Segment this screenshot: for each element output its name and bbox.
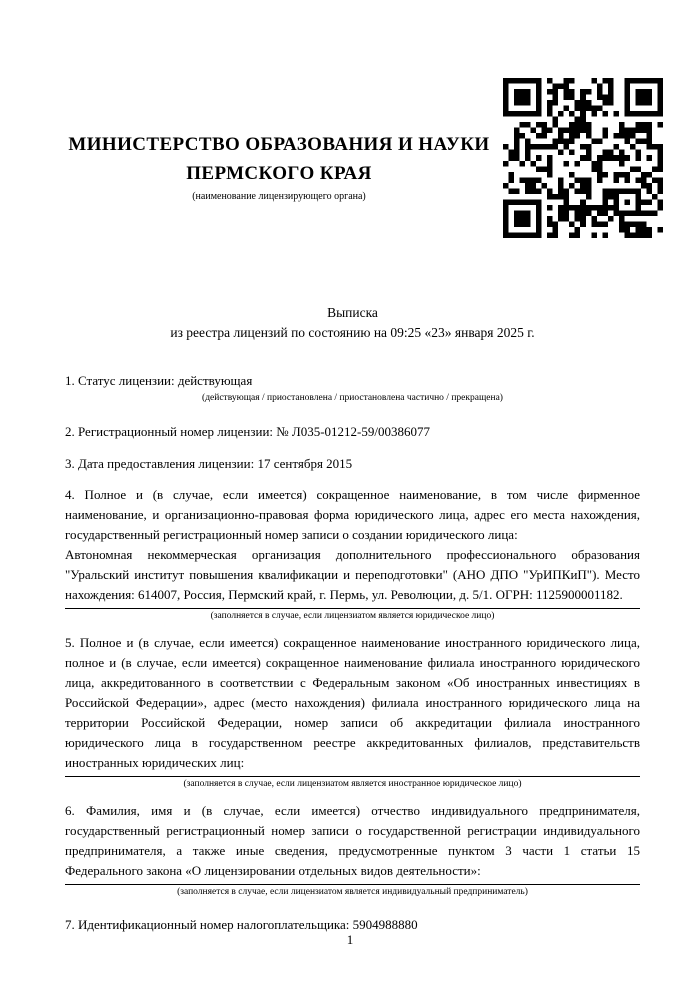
field-foreign-entity	[65, 633, 640, 791]
foreign-entity-note: (заполняется в случае, если лицензиатом является иностранное юридическое лицо)	[183, 779, 522, 789]
page-number: 1	[346, 932, 354, 947]
document-title-line2: из реестра лицензий по состоянию на 09:25 «23» января 2025 г.	[170, 325, 535, 340]
individual-entrepreneur-question: 6. Фамилия, имя и (в случае, если имеется) отчество индивидуального предпринимателя, государственный регистрационный номер записи о государственной регистрации индивидуального предпринимателя, а также иные сведения, предусмотренные пунктом 3 части 1 статьи 15 Федерального закона «О лицензировании отдельных видов деятельности»:	[65, 803, 640, 878]
legal-entity-answer: Автономная некоммерческая организация дополнительного профессионального образования "Уральский институт повышения квалификации и переподготовки" (АНО ДПО "УрИПКиП"). Место нахождения: 614007, Россия, Пермский край, г. Пермь, ул. Революции, д. 5/1. ОГРН: 1125900001182.	[65, 547, 640, 602]
field-grant-date	[65, 454, 640, 474]
legal-entity-note: (заполняется в случае, если лицензиатом является юридическое лицо)	[210, 611, 495, 621]
grant-date-text: 3. Дата предоставления лицензии: 17 сентября 2015	[65, 456, 353, 471]
ministry-name-line2: ПЕРМСКОГО КРАЯ	[186, 163, 372, 184]
document-title	[65, 303, 640, 343]
document-header	[65, 78, 663, 240]
document-title-line1: Выписка	[327, 305, 378, 320]
field-license-status	[65, 371, 640, 405]
individual-entrepreneur-note: (заполняется в случае, если лицензиатом является индивидуальный предприниматель)	[177, 887, 528, 897]
taxpayer-id-text: 7. Идентификационный номер налогоплательщика: 5904988880	[65, 917, 418, 932]
qr-code	[503, 78, 663, 238]
legal-entity-question: 4. Полное и (в случае, если имеется) сокращенное наименование, в том числе фирменное наименование, и организационно-правовая форма юридического лица, адрес его места нахождения, государственный регистрационный номер записи о создании юридического лица:	[65, 487, 640, 542]
field-individual-entrepreneur	[65, 801, 640, 899]
license-status-text: 1. Статус лицензии: действующая	[65, 373, 253, 388]
field-registration-number	[65, 422, 640, 442]
field-legal-entity	[65, 485, 640, 623]
ministry-name-line1: МИНИСТЕРСТВО ОБРАЗОВАНИЯ И НАУКИ	[68, 134, 490, 155]
foreign-entity-question: 5. Полное и (в случае, если имеется) сокращенное наименование иностранного юридического лица, полное и (в случае, если имеется) сокращенное наименование филиала иностранного юридического лица, аккредитованного в соответствии с Федеральным законом «Об иностранных инвестициях в Российской Федерации», адрес (место нахождения) филиала иностранного юридического лица на территории Российской Федерации, номер записи об аккредитации филиала иностранного юридического лица в государственном реестре аккредитованных филиалов, представительств иностранных юридических лиц:	[65, 635, 640, 770]
licensing-authority-block	[65, 130, 493, 240]
license-status-note: (действующая / приостановлена / приостановлена частично / прекращена)	[202, 393, 503, 403]
licensing-authority-note: (наименование лицензирующего органа)	[192, 191, 366, 202]
registration-number-text: 2. Регистрационный номер лицензии: № Л035-01212-59/00386077	[65, 424, 431, 439]
